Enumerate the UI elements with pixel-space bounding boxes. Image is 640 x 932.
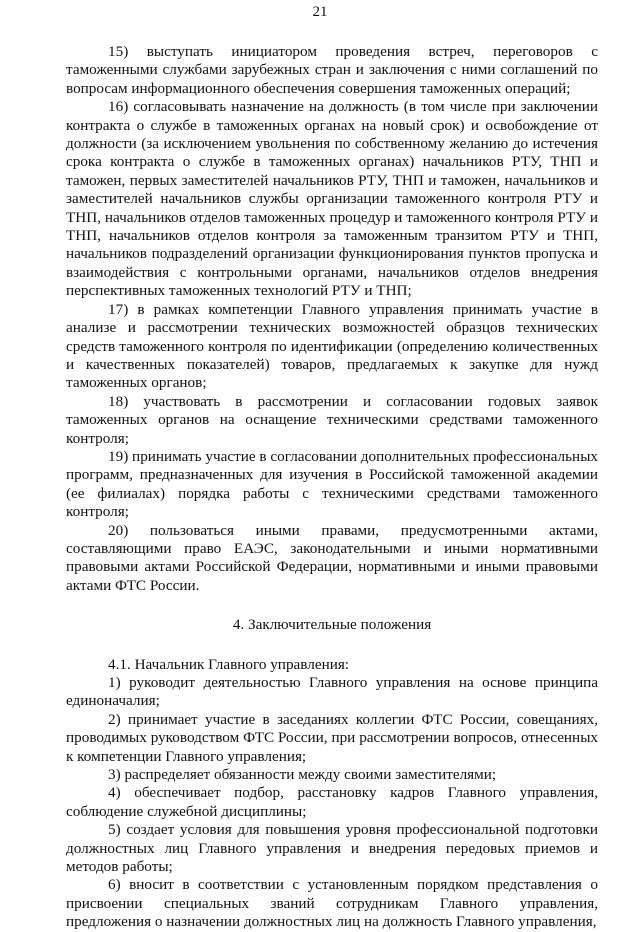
paragraph-duty-1: 1) руководит деятельностью Главного управления на основе принципа единоначалия; <box>66 674 598 710</box>
paragraph-item-16: 16) согласовывать назначение на должность (в том числе при заключении контракта о службе в таможенных органах на новый срок) и освобождение от должности (за исключением увольнения по собственному желанию до истечения срока контракта о службе в таможенных органах) начальников РТУ, ТНП и таможен, первых заместителей начальников РТУ, ТНП и таможен, начальников и заместителей начальников службы организации таможенного контроля РТУ и ТНП, начальников отделов таможенных процедур и таможенного контроля РТУ и ТНП, начальников отделов контроля за таможенным транзитом РТУ и ТНП, начальников подразделений организации функционирования пунктов пропуска и взаимодействия с контрольными органами, начальников отделов внедрения перспективных таможенных технологий РТУ и ТНП; <box>66 98 598 300</box>
paragraph-duty-5: 5) создает условия для повышения уровня профессиональной подготовки должностных лиц Главного управления и внедрения передовых приемов и методов работы; <box>66 821 598 876</box>
paragraph-duty-3: 3) распределяет обязанности между своими заместителями; <box>108 766 497 784</box>
paragraph-item-20: 20) пользоваться иными правами, предусмотренными актами, составляющими право ЕАЭС, законодательными и иными нормативными правовыми актами Российской Федерации, нормативными и иными правовыми актами ФТС России. <box>66 521 598 594</box>
paragraph-duty-6: 6) вносит в соответствии с установленным порядком представления о присвоении специальных званий сотрудникам Главного управления, предложения о назначении должностных лиц на должность Главного управления, <box>66 876 598 931</box>
section-heading: 4. Заключительные положения <box>232 616 432 634</box>
paragraph-item-17: 17) в рамках компетенции Главного управления принимать участие в анализе и рассмотрении технических возможностей образцов технических средств таможенного контроля по идентификации (определению количественных и качественных показателей) товаров, предлагаемых к закупке для нужд таможенных органов; <box>66 300 598 392</box>
paragraph-duty-4: 4) обеспечивает подбор, расстановку кадров Главного управления, соблюдение служебной дисциплины; <box>66 784 598 820</box>
page-number: 21 <box>312 4 328 20</box>
document-body <box>66 43 598 932</box>
paragraph-item-15: 15) выступать инициатором проведения встреч, переговоров с таможенными службами зарубежных стран и заключения с ними соглашений по вопросам информационного обеспечения совершения таможенных операций; <box>66 43 598 97</box>
paragraph-item-19: 19) принимать участие в согласовании дополнительных профессиональных программ, предназначенных для изучения в Российской таможенной академии (ее филиалах) порядка работы с техническими средствами таможенного контроля; <box>66 447 598 521</box>
paragraph-clause-4-1: 4.1. Начальник Главного управления: <box>108 655 350 673</box>
paragraph-duty-2: 2) принимает участие в заседаниях коллегии ФТС России, совещаниях, проводимых руководством ФТС России, при рассмотрении вопросов, отнесенных к компетенции Главного управления; <box>66 710 598 765</box>
paragraph-item-18: 18) участвовать в рассмотрении и согласовании годовых заявок таможенных органов на оснащение техническими средствами таможенного контроля; <box>66 392 598 447</box>
